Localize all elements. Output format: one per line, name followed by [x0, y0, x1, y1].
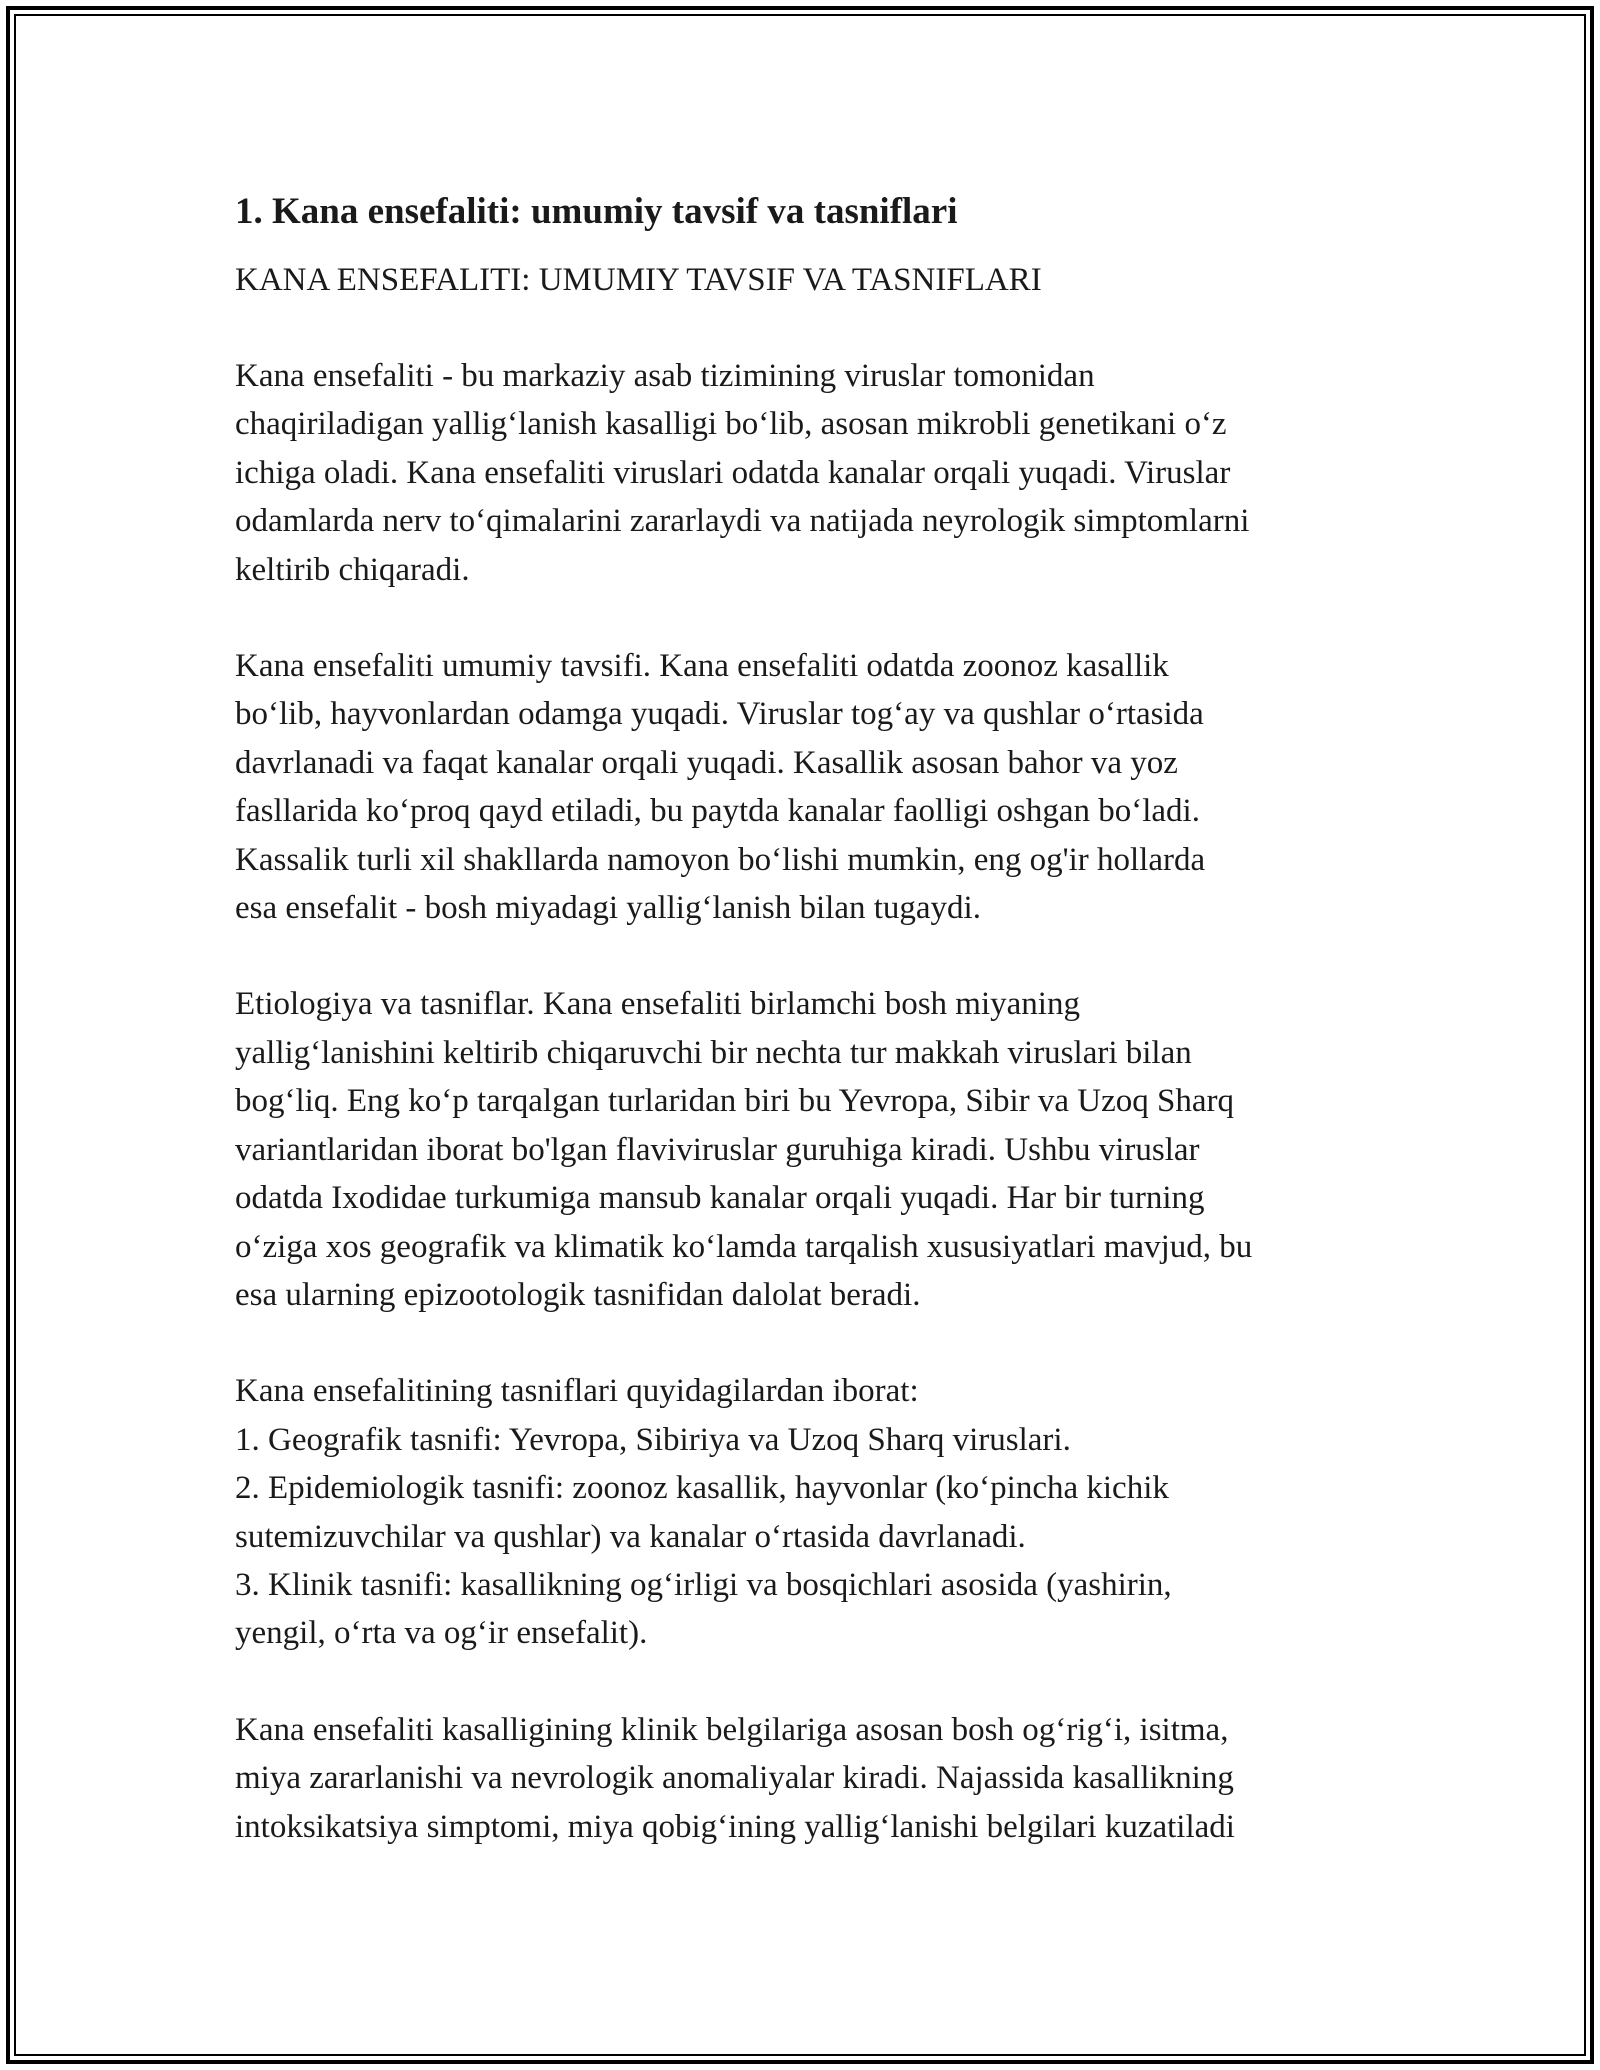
paragraph-line: 3. Klinik tasnifi: kasallikning og‘irligi va bosqichlari asosida (yashirin, — [235, 1566, 1172, 1603]
paragraph — [235, 352, 1375, 594]
document-body — [235, 188, 1375, 1899]
paragraph-line: miya zararlanishi va nevrologik anomaliyalar kiradi. Najassida kasallikning — [235, 1760, 1234, 1797]
paragraph-line: Kassalik turli xil shakllarda namoyon bo‘lishi mumkin, eng og'ir hollarda — [235, 841, 1206, 878]
paragraph-line: Kana ensefaliti kasalligining klinik belgilariga asosan bosh og‘rig‘i, isitma, — [235, 1711, 1229, 1748]
paragraph-line: Kana ensefalitining tasniflari quyidagilardan iborat: — [235, 1373, 919, 1410]
paragraph-line: Kana ensefaliti - bu markaziy asab tizimining viruslar tomonidan — [235, 358, 1095, 394]
paragraph-line: yallig‘lanishini keltirib chiqaruvchi bir nechta tur makkah viruslari bilan — [235, 1034, 1192, 1071]
paragraph-line: Etiologiya va tasniflar. Kana ensefaliti birlamchi bosh miyaning — [235, 986, 1080, 1023]
paragraph-line: bog‘liq. Eng ko‘p tarqalgan turlaridan biri bu Yevropa, Sibir va Uzoq Sharq — [235, 1083, 1234, 1120]
paragraph — [235, 642, 1375, 932]
paragraph-line: variantlaridan iborat bo'lgan flaviviruslar guruhiga kiradi. Ushbu viruslar — [235, 1131, 1200, 1168]
paragraph-line: ichiga oladi. Kana ensefaliti viruslari odatda kanalar orqali yuqadi. Viruslar — [235, 454, 1231, 491]
paragraph-line: odatda Ixodidae turkumiga mansub kanalar orqali yuqadi. Har bir turning — [235, 1180, 1205, 1217]
paragraph-list — [235, 352, 1375, 1851]
paragraph-line: Kana ensefaliti umumiy tavsifi. Kana ensefaliti odatda zoonoz kasallik — [235, 648, 1169, 685]
paragraph-line: 2. Epidemiologik tasnifi: zoonoz kasallik, hayvonlar (ko‘pincha kichik — [235, 1470, 1169, 1507]
paragraph-line: 1. Geografik tasnifi: Yevropa, Sibiriya va Uzoq Sharq viruslari. — [235, 1421, 1071, 1458]
paragraph-line: bo‘lib, hayvonlardan odamga yuqadi. Viruslar tog‘ay va qushlar o‘rtasida — [235, 696, 1204, 733]
paragraph-line: esa ensefalit - bosh miyadagi yallig‘lanish bilan tugaydi. — [235, 890, 981, 927]
paragraph-line: intoksikatsiya simptomi, miya qobig‘ining yallig‘lanishi belgilari kuzatiladi — [235, 1808, 1235, 1845]
paragraph-line: fasllarida ko‘proq qayd etiladi, bu paytda kanalar faolligi oshgan bo‘ladi. — [235, 793, 1200, 830]
paragraph-line: esa ularning epizootologik tasnifidan dalolat beradi. — [235, 1276, 921, 1313]
paragraph-line: odamlarda nerv to‘qimalarini zararlaydi va natijada neyrologik simptomlarni — [235, 503, 1250, 540]
paragraph — [235, 1706, 1375, 1851]
paragraph — [235, 1367, 1375, 1657]
paragraph-line: sutemizuvchilar va qushlar) va kanalar o‘rtasida davrlanadi. — [235, 1518, 1026, 1555]
paragraph-line: keltirib chiqaradi. — [235, 551, 470, 588]
document-heading: 1. Kana ensefaliti: umumiy tavsif va tasniflari — [235, 191, 958, 232]
paragraph-line: o‘ziga xos geografik va klimatik ko‘lamda tarqalish xususiyatlari mavjud, bu — [235, 1228, 1253, 1265]
paragraph-line: chaqiriladigan yallig‘lanish kasalligi bo‘lib, asosan mikrobli genetikani o‘z — [235, 406, 1227, 443]
document-subheading: KANA ENSEFALITI: UMUMIY TAVSIF VA TASNIFLARI — [235, 262, 1042, 298]
paragraph — [235, 980, 1375, 1319]
paragraph-line: yengil, o‘rta va og‘ir ensefalit). — [235, 1615, 648, 1652]
paragraph-line: davrlanadi va faqat kanalar orqali yuqadi. Kasallik asosan bahor va yoz — [235, 744, 1178, 781]
